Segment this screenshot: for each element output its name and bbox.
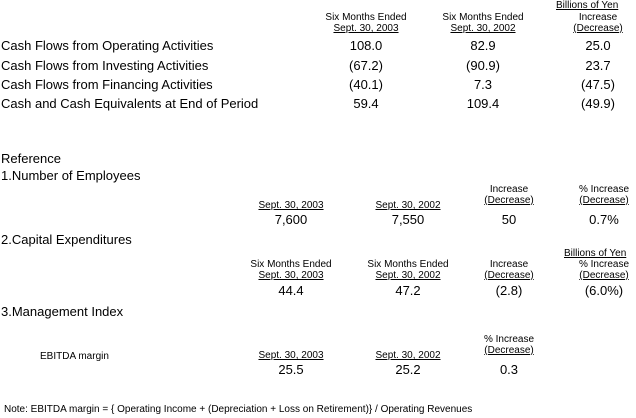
footnote: Note: EBITDA margin = { Operating Income + (Depreciation + Loss on Retirement)} / Operating Revenues [4,404,473,415]
header-date: Sept. 30, 2003 [333,23,399,34]
cashflow-value: (90.9) [466,58,500,73]
management-header-col1 [236,350,346,361]
header-line: Six Months Ended [442,12,524,23]
employees-header-col1 [236,200,346,211]
capex-value: (6.0%) [584,283,624,298]
header-date: Sept. 30, 2003 [258,350,324,361]
header-line: % Increase [578,259,630,270]
management-value: 0.3 [499,362,519,377]
cashflow-unit-label: Billions of Yen [556,0,619,11]
header-line: (Decrease) [484,345,534,356]
management-value: 25.5 [278,362,304,377]
employees-header-col4 [549,184,636,206]
employees-value: 7,550 [391,212,425,227]
capex-section-title: 2.Capital Expenditures [1,232,132,247]
header-date: Sept. 30, 2002 [375,200,441,211]
header-line: Six Months Ended [367,259,449,270]
header-line: Six Months Ended [250,259,332,270]
header-date: Sept. 30, 2002 [450,23,516,34]
cashflow-value: 82.9 [470,38,496,53]
header-line: (Decrease) [484,195,534,206]
header-line: (Decrease) [573,23,623,34]
header-line: % Increase [578,184,630,195]
cashflow-value: 23.7 [585,58,611,73]
header-date: Sept. 30, 2003 [258,200,324,211]
employees-value: 50 [501,212,517,227]
header-line: Increase [489,184,529,195]
cashflow-value: (47.5) [581,77,615,92]
cashflow-value: 59.4 [353,96,379,111]
management-section-title: 3.Management Index [1,304,124,319]
cashflow-row-label: Cash Flows from Investing Activities [1,58,209,73]
capex-header-col1 [236,259,346,281]
employees-section-title: 1.Number of Employees [1,168,141,183]
cashflow-value: (49.9) [581,96,615,111]
capex-value: 47.2 [395,283,421,298]
cashflow-value: (67.2) [349,58,383,73]
header-date: Sept. 30, 2003 [258,270,324,281]
cashflow-row-label: Cash Flows from Operating Activities [1,38,214,53]
capex-unit-label: Billions of Yen [564,248,627,259]
header-line: (Decrease) [484,270,534,281]
management-value: 25.2 [395,362,421,377]
cashflow-value: 7.3 [473,77,493,92]
header-line: Six Months Ended [325,12,407,23]
cashflow-row-label: Cash Flows from Financing Activities [1,77,213,92]
capex-header-col4 [549,259,636,281]
header-line: (Decrease) [579,270,629,281]
management-header-col2 [353,350,463,361]
cashflow-value: 25.0 [585,38,611,53]
management-row-label: EBITDA margin [40,351,109,362]
employees-header-col3 [454,184,564,206]
cashflow-header-col2 [428,12,538,34]
management-header-col3 [454,334,564,356]
employees-value: 0.7% [589,212,619,227]
cashflow-value: 109.4 [466,96,500,111]
employees-value: 7,600 [274,212,308,227]
cashflow-row-label: Cash and Cash Equivalents at End of Period [1,96,259,111]
capex-value: 44.4 [278,283,304,298]
header-line: (Decrease) [579,195,629,206]
cashflow-header-col1 [311,12,421,34]
capex-header-col2 [353,259,463,281]
cashflow-header-col3 [543,12,636,34]
employees-header-col2 [353,200,463,211]
header-line: Increase [489,259,529,270]
header-line: Increase [578,12,618,23]
cashflow-value: 108.0 [349,38,383,53]
header-line: % Increase [483,334,535,345]
capex-header-col3 [454,259,564,281]
capex-value: (2.8) [495,283,523,298]
reference-title: Reference [1,151,61,166]
header-date: Sept. 30, 2002 [375,350,441,361]
cashflow-value: (40.1) [349,77,383,92]
header-date: Sept. 30, 2002 [375,270,441,281]
